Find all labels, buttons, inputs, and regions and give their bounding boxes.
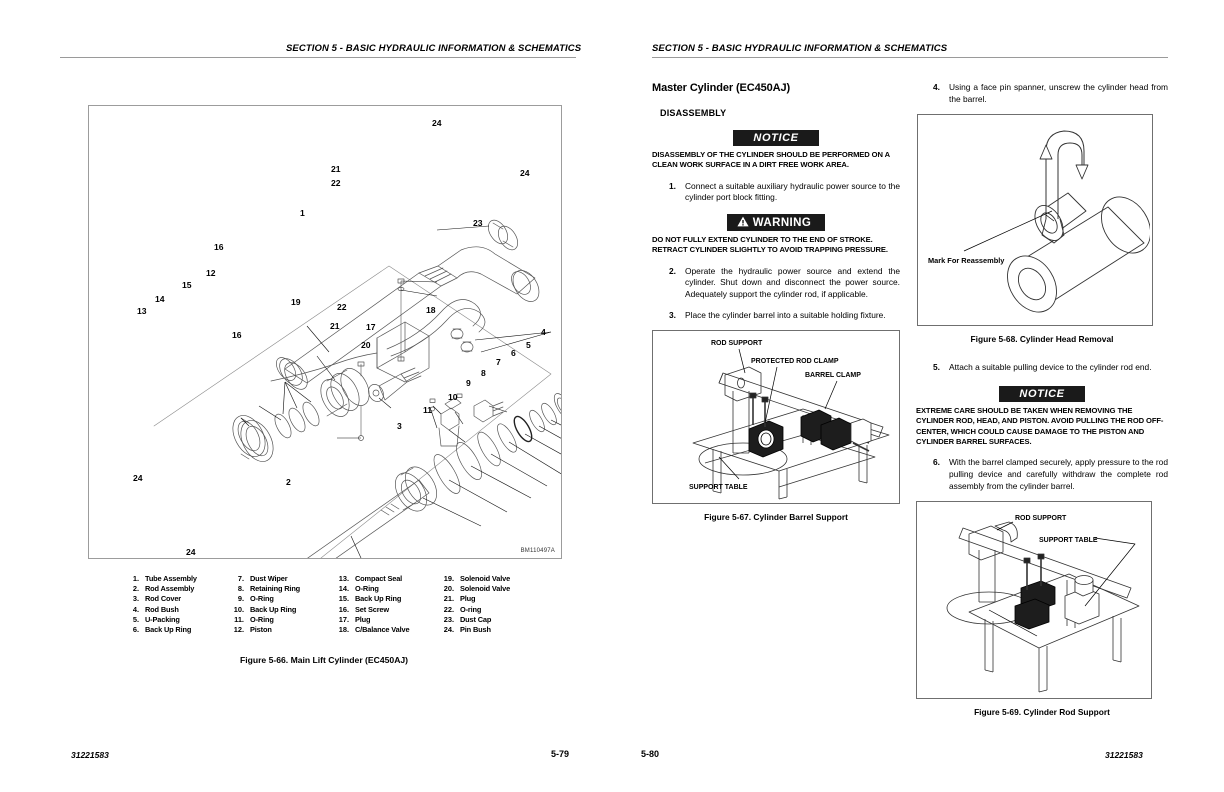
part-name: Rod Bush (145, 604, 179, 614)
left-page-header: SECTION 5 - BASIC HYDRAULIC INFORMATION & SCHEMATICS (286, 43, 582, 54)
callout-number: 22 (337, 302, 347, 312)
parts-list-row (437, 615, 542, 625)
warning-badge (727, 214, 825, 231)
step-item (652, 310, 900, 322)
part-number: 21. (443, 594, 454, 604)
part-name: C/Balance Valve (355, 625, 410, 635)
part-name: Solenoid Valve (460, 584, 511, 594)
step-number: 6. (933, 457, 940, 468)
parts-list-row (122, 625, 227, 635)
footer-left-doc-number: 31221583 (71, 750, 109, 760)
main-lift-cylinder-exploded-svg (89, 106, 561, 558)
parts-list-row (437, 625, 542, 635)
part-number: 24. (443, 625, 454, 635)
warning-triangle-icon (737, 216, 749, 227)
step-text: Attach a suitable pulling device to the cylinder rod end. (949, 362, 1152, 373)
parts-list-row (332, 625, 437, 635)
step-text: Using a face pin spanner, unscrew the cylinder head from the barrel. (949, 82, 1168, 104)
steps-list-a2 (652, 266, 900, 321)
part-number: 22. (443, 604, 454, 614)
right-header-rule (652, 57, 1168, 58)
step-number: 2. (669, 265, 676, 276)
callout-number: 11 (423, 405, 433, 415)
step-number: 1. (669, 180, 676, 191)
callout-number: 16 (214, 242, 224, 252)
step-item (652, 181, 900, 204)
part-name: Compact Seal (355, 574, 403, 583)
parts-list-row (332, 594, 437, 604)
parts-list-row (227, 615, 332, 625)
parts-list-row (227, 574, 332, 584)
parts-list-row (332, 584, 437, 594)
step-text: With the barrel clamped securely, apply pressure to the rod pulling device and carefully withdraw the complete rod assembly from the cylinder barrel. (949, 457, 1168, 491)
parts-list-row (122, 605, 227, 615)
parts-list-row (437, 605, 542, 615)
callout-number: 3 (397, 421, 402, 431)
steps-list-a (652, 181, 900, 204)
footer-left-page-number: 5-79 (551, 749, 570, 759)
parts-list-row (122, 574, 227, 584)
warning-1-text: DO NOT FULLY EXTEND CYLINDER TO THE END OF STROKE. RETRACT CYLINDER SLIGHTLY TO AVOID TRAPPING PRESSURE. (652, 235, 888, 255)
callout-number: 9 (466, 378, 471, 388)
left-header-rule (60, 57, 576, 58)
part-name: Tube Assembly (145, 574, 197, 583)
part-number: 13. (338, 574, 349, 583)
part-name: Plug (355, 614, 371, 624)
part-name: Solenoid Valve (460, 574, 511, 583)
callout-number: 6 (511, 348, 516, 358)
support-table-label: SUPPORT TABLE (1039, 537, 1098, 545)
part-name: Pin Bush (460, 625, 491, 635)
warning-badge-label: WARNING (752, 217, 812, 229)
part-number: 7. (237, 574, 244, 583)
callout-number: 1 (300, 208, 305, 218)
exploded-view-diagram-box (88, 105, 562, 559)
footer-right-page-number: 5-80 (641, 749, 660, 759)
part-name: Dust Wiper (250, 574, 288, 583)
footer-right-doc-number: 31221583 (1105, 750, 1143, 760)
figure-5-67-box (652, 330, 900, 504)
steps-list-b (916, 82, 1168, 105)
figure-5-69-box (916, 501, 1152, 699)
part-number: 20. (443, 584, 454, 594)
callout-number: 5 (526, 340, 531, 350)
part-name: O-Ring (355, 584, 379, 594)
parts-list-row (122, 584, 227, 594)
part-number: 18. (338, 625, 349, 635)
parts-list-row (227, 594, 332, 604)
parts-list-row (332, 615, 437, 625)
steps-list-b2 (916, 362, 1168, 374)
notice-2-text: EXTREME CARE SHOULD BE TAKEN WHEN REMOVING THE CYLINDER ROD, HEAD, AND PISTON. AVOID PULLING THE ROD OFF-CENTER, WHICH COULD CAUSE DAMAGE TO THE PISTON AND CYLINDER BARREL SURFACES. (916, 405, 1164, 446)
part-name: O-ring (460, 604, 482, 614)
notice-badge: NOTICE (999, 386, 1084, 402)
figure-5-69-caption: Figure 5-69. Cylinder Rod Support (974, 707, 1110, 718)
part-name: Back Up Ring (355, 594, 402, 604)
part-name: Rod Cover (145, 594, 182, 604)
step-number: 4. (933, 82, 940, 92)
figure-5-68-caption: Figure 5-68. Cylinder Head Removal (970, 334, 1114, 345)
part-number: 16. (338, 604, 349, 614)
rod-support-label: ROD SUPPORT (1015, 515, 1067, 523)
part-number: 23. (443, 614, 454, 624)
callout-number: 15 (182, 280, 192, 290)
parts-list-row (437, 574, 542, 584)
callout-number: 14 (155, 294, 165, 304)
part-number: 10. (233, 604, 244, 614)
part-name: O-Ring (250, 614, 274, 624)
step-text: Place the cylinder barrel into a suitable holding fixture. (685, 309, 886, 320)
callout-number: 24 (432, 118, 442, 128)
parts-list-row (227, 584, 332, 594)
protected-rod-clamp-label: PROTECTED ROD CLAMP (751, 358, 839, 366)
cylinder-barrel-support-svg (653, 331, 897, 501)
part-number: 4. (132, 604, 139, 614)
callout-number: 22 (331, 178, 341, 188)
parts-list-column (122, 574, 227, 635)
part-number: 6. (132, 625, 139, 635)
part-number: 14. (338, 584, 349, 594)
barrel-clamp-label: BARREL CLAMP (805, 372, 861, 380)
callout-number: 12 (206, 268, 216, 278)
warning-1-badge-wrap (652, 213, 900, 231)
callout-number: 10 (448, 392, 458, 402)
step-text: Connect a suitable auxiliary hydraulic power source to the cylinder port block fitting. (685, 180, 900, 203)
right-page-header: SECTION 5 - BASIC HYDRAULIC INFORMATION & SCHEMATICS (652, 43, 948, 54)
cylinder-head-removal-svg (918, 115, 1150, 323)
section-subtitle: DISASSEMBLY (660, 108, 727, 118)
part-number: 1. (132, 574, 139, 583)
mark-for-reassembly-label: Mark For Reassembly (928, 256, 1005, 266)
part-number: 19. (443, 574, 454, 583)
part-number: 15. (338, 594, 349, 604)
steps-list-b3 (916, 457, 1168, 492)
callout-number: 24 (186, 547, 196, 557)
part-name: Piston (250, 625, 272, 635)
callout-number: 21 (330, 321, 340, 331)
step-number: 3. (669, 309, 676, 320)
part-number: 8. (237, 584, 244, 594)
parts-list-column (332, 574, 437, 635)
rod-support-label: ROD SUPPORT (711, 340, 763, 348)
notice-badge: NOTICE (733, 130, 818, 146)
part-number: 3. (132, 594, 139, 604)
right-page-column-b (916, 82, 1168, 717)
parts-list-row (122, 615, 227, 625)
figure-5-66-caption: Figure 5-66. Main Lift Cylinder (EC450AJ) (239, 655, 409, 665)
callout-number: 13 (137, 306, 147, 316)
part-name: Set Screw (355, 604, 389, 614)
page-title: Master Cylinder (EC450AJ) (652, 82, 791, 94)
part-number: 2. (132, 584, 139, 594)
callout-number: 4 (541, 327, 546, 337)
part-name: Plug (460, 594, 476, 604)
part-name: Rod Assembly (145, 584, 195, 594)
parts-list-column (437, 574, 542, 635)
part-number: 5. (132, 614, 139, 624)
step-item (652, 266, 900, 301)
right-page-column-a (652, 82, 900, 522)
parts-list-row (437, 584, 542, 594)
cylinder-rod-support-svg (917, 502, 1149, 696)
callout-number: 18 (426, 305, 436, 315)
step-item (916, 457, 1168, 492)
part-number: 12. (233, 625, 244, 635)
part-number: 9. (237, 594, 244, 604)
callout-number: 2 (286, 477, 291, 487)
part-name: Dust Cap (460, 614, 492, 624)
step-item (916, 82, 1168, 105)
parts-list-row (332, 574, 437, 584)
callout-number: 20 (361, 340, 371, 350)
drawing-number: BM110497A (520, 548, 555, 554)
figure-5-68-box (917, 114, 1153, 326)
parts-list (122, 574, 542, 635)
figure-5-67-caption: Figure 5-67. Cylinder Barrel Support (704, 512, 848, 523)
callout-number: 24 (133, 473, 143, 483)
notice-2-badge-wrap (916, 384, 1168, 402)
parts-list-row (122, 594, 227, 604)
parts-list-row (332, 605, 437, 615)
parts-list-row (227, 625, 332, 635)
callout-number: 23 (473, 218, 483, 228)
step-item (916, 362, 1168, 374)
parts-list-row (437, 594, 542, 604)
parts-list-row (227, 605, 332, 615)
callout-number: 8 (481, 368, 486, 378)
notice-1-badge-wrap (652, 128, 900, 146)
support-table-label: SUPPORT TABLE (689, 484, 748, 492)
part-name: Back Up Ring (145, 625, 192, 635)
callout-number: 21 (331, 164, 341, 174)
callout-number: 17 (366, 322, 376, 332)
step-text: Operate the hydraulic power source and extend the cylinder. Shut down and disconnect the power source. Adequately support the cylinder rod, if applicable. (685, 265, 900, 299)
callout-number: 19 (291, 297, 301, 307)
parts-list-column (227, 574, 332, 635)
part-name: Back Up Ring (250, 604, 297, 614)
step-number: 5. (933, 362, 940, 373)
callout-number: 24 (520, 168, 530, 178)
part-number: 17. (338, 614, 349, 624)
part-name: U-Packing (145, 614, 180, 624)
notice-1-text: DISASSEMBLY OF THE CYLINDER SHOULD BE PERFORMED ON A CLEAN WORK SURFACE IN A DIRT FREE WORK AREA. (652, 150, 890, 170)
part-name: Retaining Ring (250, 584, 301, 594)
part-name: O-Ring (250, 594, 274, 604)
callout-number: 16 (232, 330, 242, 340)
part-number: 11. (234, 614, 244, 624)
callout-number: 7 (496, 357, 501, 367)
